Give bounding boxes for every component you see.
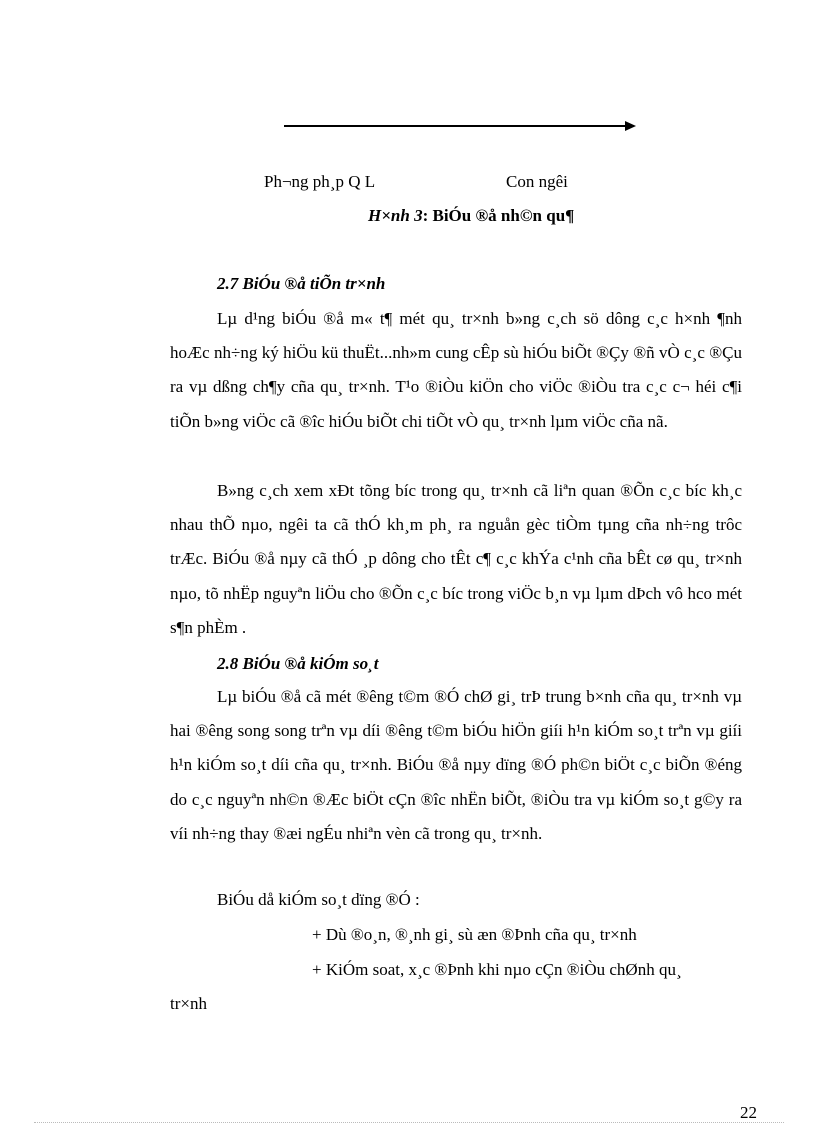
usage-bullet-control-cont: tr×nh <box>170 994 207 1013</box>
usage-bullet-predict: + Dù ®o¸n, ®¸nh gi¸ sù æn ®Þnh cña qu¸ tr×nh <box>312 925 637 944</box>
page-number: 22 <box>740 1103 757 1122</box>
diagram-label-method: Ph¬ng ph¸p Q L <box>264 172 376 191</box>
diagram-arrow <box>284 120 636 132</box>
usage-bullet-control-text: + KiÓm soat, x¸c ®Þnh khi nµo cÇn ®iÒu chØnh qu¸ <box>312 960 682 979</box>
arrow-head-icon <box>625 121 636 131</box>
section-heading-2-7: 2.7 BiÓu ®å tiÕn tr×nh <box>217 274 386 293</box>
figure-caption <box>368 206 574 226</box>
paragraph-2-8-a-text: Lµ biÓu ®å cã mét ®êng t©m ®Ó chØ gi¸ trÞ trung b×nh cña qu¸ tr×nh vµ hai ®êng song song trªn vµ díi ®êng t©m biÓu hiÖn giíi h¹n kiÓm so¸t trªn vµ giíi h¹n kiÓm so¸t díi cña qu¸ tr×nh. BiÓu ®å nµy dïng ®Ó ph©n biÖt c¸c biÕn ®éng do c¸c nguyªn nh©n ®Æc biÖt cÇn ®îc nhËn biÕt, ®iÒu tra vµ kiÓm so¸t g©y ra víi nh÷ng thay ®æi ngÉu nhiªn vèn cã trong qu¸ tr×nh. <box>170 687 742 843</box>
paragraph-2-7-b <box>170 474 742 645</box>
paragraph-2-7-b-text: B»ng c¸ch xem xÐt tõng bíc trong qu¸ tr×nh cã liªn quan ®Õn c¸c bíc kh¸c nhau thÕ nµo, ngêi ta cã thÓ kh¸m ph¸ ra nguån gèc tiÒm tµng cña nh÷ng trôc trÆc. BiÓu ®å nµy cã thÓ ¸p dông cho tÊt c¶ c¸c khÝa c¹nh cña bÊt cø qu¸ tr×nh nµo, tõ nhËp nguyªn liÖu cho ®Õn c¸c bíc trong viÖc b¸n vµ lµm dÞch vô hco mét s¶n phÈm . <box>170 481 742 637</box>
usage-intro: BiÓu då kiÓm so¸t dïng ®Ó : <box>217 890 420 909</box>
usage-bullet-control <box>312 960 742 980</box>
paragraph-2-7-a <box>170 302 742 439</box>
paragraph-2-7-a-text: Lµ d¹ng biÓu ®å m« t¶ mét qu¸ tr×nh b»ng c¸ch sö dông c¸c h×nh ¶nh hoÆc nh÷ng ký hiÖu kü thuËt...nh»m cung cÊp sù hiÓu biÕt ®Çy ®ñ vÒ c¸c ®Çu ra vµ dßng ch¶y cña qu¸ tr×nh. T¹o ®iÒu kiÖn cho viÖc ®iÒu tra c¸c c¬ héi c¶i tiÕn b»ng viÖc cã ®îc hiÓu biÕt chi tiÕt vÒ qu¸ tr×nh lµm viÖc cña nã. <box>170 309 742 431</box>
diagram-label-people: Con ngêi <box>506 172 568 191</box>
figure-number: H×nh 3 <box>368 206 423 225</box>
section-heading-2-8: 2.8 BiÓu ®å kiÓm so¸t <box>217 654 379 673</box>
figure-caption-text: : BiÓu ®å nh©n qu¶ <box>422 206 575 225</box>
paragraph-2-8-a <box>170 680 742 851</box>
arrow-shaft <box>284 125 626 127</box>
